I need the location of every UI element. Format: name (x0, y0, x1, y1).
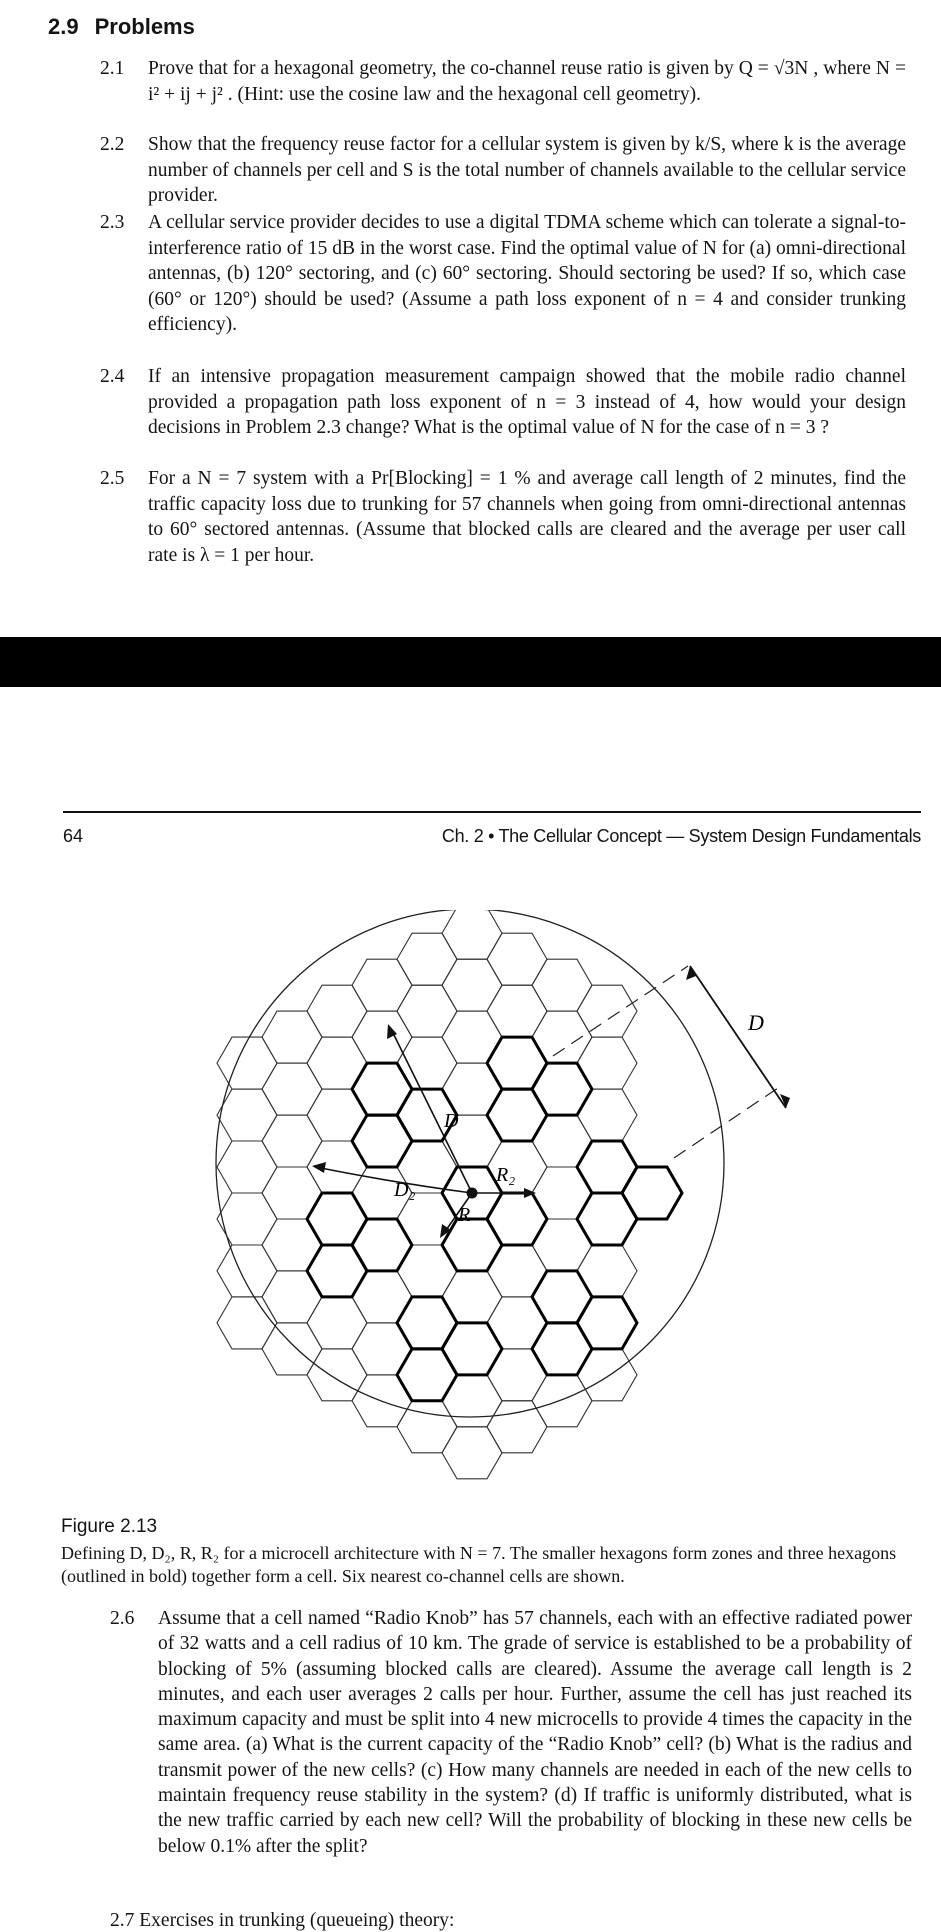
zone-hexagon (397, 933, 457, 985)
running-title: Ch. 2 • The Cellular Concept — System Design Fundamentals (441, 826, 921, 846)
label-r2: R₂ (496, 1164, 516, 1186)
zone-hexagon (262, 1063, 322, 1115)
cell-hexagon-bold (577, 1193, 637, 1245)
cell-hexagon-bold (397, 1349, 457, 1401)
zone-hexagon (352, 1011, 412, 1063)
problem-text: If an intensive propagation measurement campaign showed that the mobile radio channel provided a propagation path loss exponent of n = 3 instead of 4, how would your design decisions in Problem 2.3 change? What is the optimal value of N for the case of n = 3 ? (148, 366, 906, 438)
header-rule (63, 811, 921, 813)
zone-hexagon (487, 985, 547, 1037)
zone-hexagon (217, 1141, 277, 1193)
zone-hexagon (307, 1349, 367, 1401)
zone-hexagon (442, 1427, 502, 1479)
label-r: R (458, 1204, 471, 1226)
section-heading (48, 14, 195, 40)
cell-hexagon-bold (352, 1115, 412, 1167)
zone-hexagon (442, 959, 502, 1011)
problem-text: Prove that for a hexagonal geometry, the co-channel reuse ratio is given by Q = √3N , where N = i² + ij + j² . (Hint: use the cosine law and the hexagonal cell geometry). (148, 58, 906, 105)
zone-hexagon (307, 1297, 367, 1349)
zone-hexagon (487, 933, 547, 985)
zone-hexagon (217, 1193, 277, 1245)
zone-hexagon (397, 985, 457, 1037)
bold-cells (307, 1037, 682, 1401)
zone-hexagon (577, 985, 637, 1037)
cell-hexagon-bold (307, 1245, 367, 1297)
section-title: Problems (94, 14, 195, 39)
zone-hexagon (217, 1245, 277, 1297)
label-d-outer: D (748, 1010, 764, 1035)
zone-hexagon (307, 985, 367, 1037)
problem-2-1 (100, 56, 906, 107)
zone-hexagon (532, 1375, 592, 1427)
zone-hexagon (262, 1323, 322, 1375)
zone-hexagon (262, 1011, 322, 1063)
problem-2-7-partial: 2.7 Exercises in trunking (queueing) theory: (110, 1910, 455, 1931)
problem-2-2 (100, 132, 906, 209)
cell-hexagon-bold (487, 1089, 547, 1141)
label-d2: D₂ (394, 1179, 416, 1201)
figure-caption: Defining D, D₂, R, R₂ for a microcell architecture with N = 7. The smaller hexagons form zones and three hexagons (outlined in bold) together form a cell. Six nearest co-channel cells are shown. (61, 1543, 897, 1586)
arrowhead (312, 1162, 326, 1173)
cell-hexagon-bold (532, 1323, 592, 1375)
zone-hexagon (532, 959, 592, 1011)
problem-text: A cellular service provider decides to use a digital TDMA scheme which can tolerate a signal-to-interference ratio of 15 dB in the worst case. Find the optimal value of N for (a) omni-directional antennas, (b) 120° sectoring, and (c) 60° sectoring. Should sectoring be used? If so, which case (60° or 120°) should be used? (Assume a path loss exponent of n = 4 and consider trunking efficiency). (148, 212, 906, 335)
problem-2-3 (100, 210, 906, 338)
zone-hexagon (442, 910, 502, 959)
zone-hexagon (352, 959, 412, 1011)
page-number: 64 (63, 826, 84, 846)
zone-hexagon (262, 1115, 322, 1167)
dashed-line-bottom (674, 1088, 778, 1158)
problem-text: Assume that a cell named “Radio Knob” has 57 channels, each with an effective radiated power of 32 watts and a cell radius of 10 km. The grade of service is established to be a probability of blocking of 5% (assuming blocked calls are cleared). Assume the average call length is 2 minutes, and each user averages 2 calls per hour. Further, assume the cell has just reached its maximum capacity and must be split into 4 new microcells to provide 4 times the capacity in the same area. (a) What is the current capacity of the “Radio Knob” cell? (b) What is the radius and transmit power of the new cells? (c) How many channels are needed in each of the new cells to maintain frequency reuse stability in the system? (d) If traffic is uniformly distributed, what is the new traffic carried by each new cell? Will the probability of blocking in these new cells be below 0.1% after the split? (158, 1608, 912, 1857)
problem-2-6 (110, 1606, 912, 1859)
problem-number: 2.3 (100, 212, 125, 233)
section-number: 2.9 (48, 14, 79, 39)
problem-text: Show that the frequency reuse factor for a cellular system is given by k/S, where k is the average number of channels per cell and S is the total number of channels available to the cellular service provider. (148, 134, 906, 206)
d-outer-arrow (690, 966, 786, 1108)
co-channel-circle (216, 910, 724, 1417)
problem-text: For a N = 7 system with a Pr[Blocking] = 1 % and average call length of 2 minutes, find the traffic capacity loss due to trunking for 57 channels when going from omni-directional antennas to 60° sectored antennas. (Assume that blocked calls are cleared and the average per user call rate is λ = 1 per hour. (148, 468, 906, 566)
problem-2-5 (100, 466, 906, 568)
problem-number: 2.5 (100, 468, 125, 489)
figure-title: Figure 2.13 (61, 1516, 158, 1537)
microcell-hexagon-figure (180, 910, 800, 1500)
zone-hexagon (217, 1297, 277, 1349)
problem-number: 2.1 (100, 58, 125, 79)
problem-2-4 (100, 364, 906, 441)
center-point (467, 1188, 478, 1199)
zone-hexagon (217, 1089, 277, 1141)
problem-number: 2.6 (110, 1608, 135, 1629)
problem-number: 2.2 (100, 134, 125, 155)
problem-number: 2.4 (100, 366, 125, 387)
label-d: D (444, 1110, 459, 1132)
zone-hexagon (487, 1401, 547, 1453)
d-arrow (392, 1031, 472, 1193)
cell-hexagon-bold (442, 1219, 502, 1271)
page-separator-bar (0, 637, 941, 687)
zone-hexagon (217, 1037, 277, 1089)
